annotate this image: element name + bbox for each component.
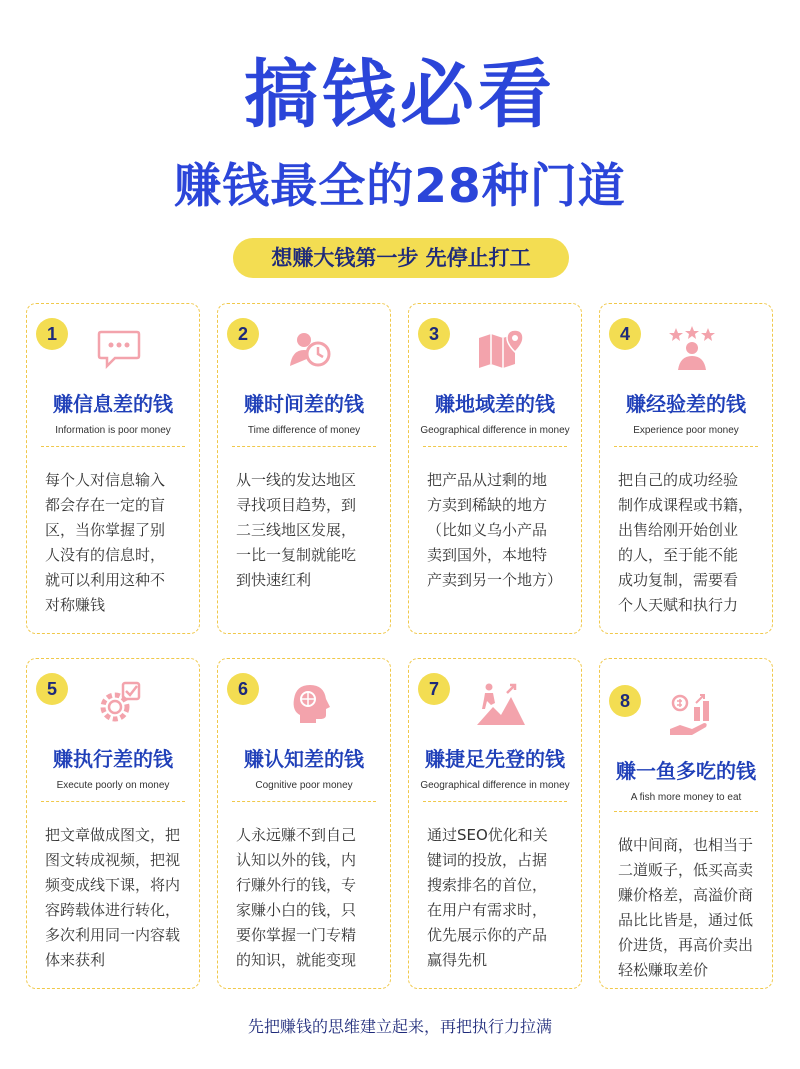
card-english: Execute poorly on money — [56, 780, 170, 791]
card-english: Geographical difference in money — [420, 780, 570, 791]
card-divider — [41, 801, 185, 802]
card-6 — [217, 658, 391, 989]
card-8 — [599, 658, 773, 989]
card-english: Experience poor money — [633, 425, 739, 436]
page-title: 搞钱必看 — [244, 52, 556, 138]
card-divider — [232, 446, 376, 447]
card-divider — [423, 446, 567, 447]
card-divider — [423, 801, 567, 802]
card-title: 赚信息差的钱 — [53, 392, 173, 416]
map-pin-icon — [477, 326, 525, 370]
card-title: 赚地域差的钱 — [435, 392, 555, 416]
card-body: 每个人对信息输入 都会存在一定的盲 区，当你掌握了别 人没有的信息时， 就可以利用这种不 对称赚钱 — [45, 471, 166, 614]
tagline-pill: 想赚大钱第一步 先停止打工 — [233, 238, 569, 278]
card-title: 赚捷足先登的钱 — [425, 747, 565, 771]
card-body: 把自己的成功经验 制作成课程或书籍， 出售给刚开始创业 的人，至于能不能 成功复制，需要看 个人天赋和执行力 — [618, 471, 754, 614]
chat-bubble-icon — [95, 326, 143, 370]
card-body: 从一线的发达地区 寻找项目趋势，到 二三线地区发展， 一比一复制就能吃 到快速红利 — [236, 471, 357, 589]
card-5 — [26, 658, 200, 989]
card-7 — [408, 658, 582, 989]
card-english: Cognitive poor money — [255, 780, 353, 791]
card-1 — [26, 303, 200, 634]
brain-head-icon — [286, 681, 334, 725]
card-title: 赚一鱼多吃的钱 — [616, 759, 756, 783]
card-number: 1 — [36, 318, 68, 350]
card-body: 人永远赚不到自己 认知以外的钱，内 行赚外行的钱，专 家赚小白的钱，只 要你掌握一门专精 的知识，就能变现 — [236, 826, 357, 969]
card-divider — [41, 446, 185, 447]
card-english: Time difference of money — [247, 425, 361, 436]
card-title: 赚执行差的钱 — [53, 747, 173, 771]
card-english: Geographical difference in money — [420, 425, 570, 436]
card-divider — [614, 446, 758, 447]
clock-person-icon — [286, 326, 334, 370]
card-body: 通过SEO优化和关 键词的投放，占据 搜索排名的首位， 在用户有需求时， 优先展示你的产品 赢得先机 — [427, 826, 548, 969]
card-4 — [599, 303, 773, 634]
card-english: A fish more money to eat — [630, 792, 742, 803]
money-growth-icon — [668, 693, 716, 737]
card-divider — [614, 811, 758, 812]
card-title: 赚经验差的钱 — [626, 392, 746, 416]
card-title: 赚时间差的钱 — [244, 392, 364, 416]
page-subtitle: 赚钱最全的28种门道 — [174, 159, 626, 214]
card-body: 把产品从过剩的地 方卖到稀缺的地方 （比如义乌小产品 卖到国外，本地特 产卖到另一个地方） — [427, 471, 563, 589]
card-divider — [232, 801, 376, 802]
card-3 — [408, 303, 582, 634]
card-number: 2 — [227, 318, 259, 350]
star-person-icon — [668, 326, 716, 370]
card-number: 3 — [418, 318, 450, 350]
gear-check-icon — [95, 681, 143, 725]
card-title: 赚认知差的钱 — [244, 747, 364, 771]
card-number: 5 — [36, 673, 68, 705]
card-number: 7 — [418, 673, 450, 705]
card-number: 6 — [227, 673, 259, 705]
mountain-climber-icon — [477, 681, 525, 725]
card-number: 8 — [609, 685, 641, 717]
card-english: Information is poor money — [55, 425, 171, 436]
card-body: 做中间商，也相当于 二道贩子，低买高卖 赚价格差，高溢价商 品比比皆是，通过低 价进货，再高价卖出 轻松赚取差价 — [618, 836, 754, 979]
card-number: 4 — [609, 318, 641, 350]
card-2 — [217, 303, 391, 634]
card-body: 把文章做成图文，把 图文转成视频，把视 频变成线下课，将内 容跨载体进行转化， 多次利用同一内容载 体来获利 — [45, 826, 181, 969]
footer-text: 先把赚钱的思维建立起来，再把执行力拉满 — [247, 1017, 552, 1036]
